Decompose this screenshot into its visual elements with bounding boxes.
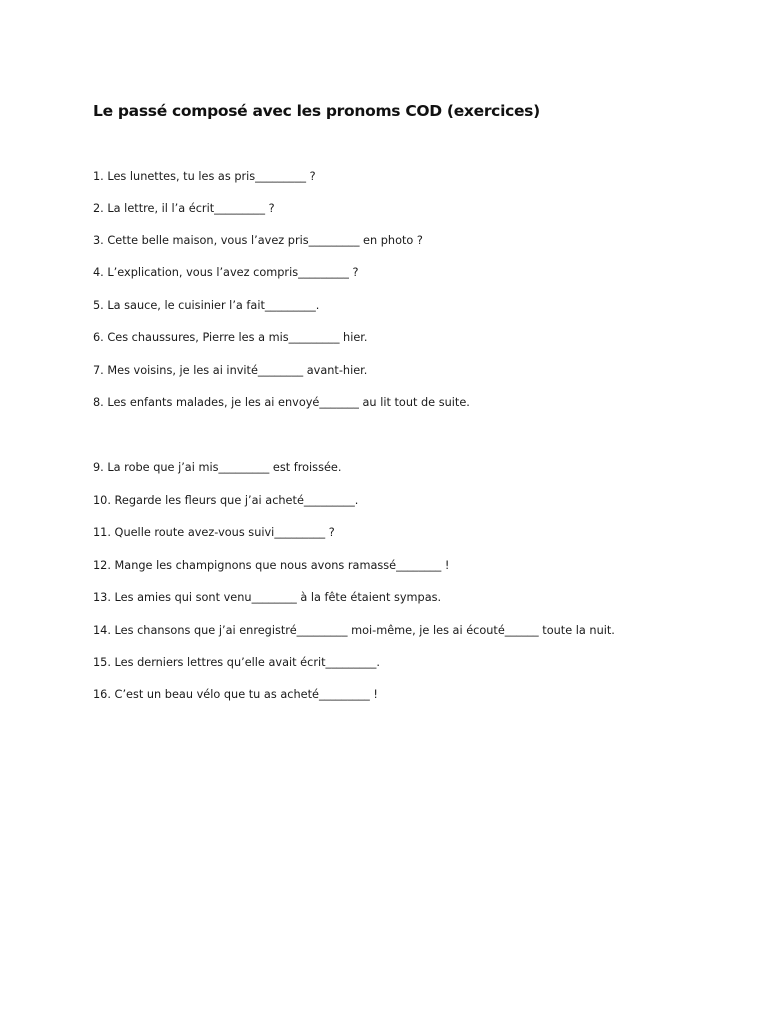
exercise-item-13: 13. Les amies qui sont venu________ à la fête étaient sympas. <box>93 591 442 604</box>
exercise-item-15: 15. Les derniers lettres qu’elle avait écrit_________. <box>93 656 380 669</box>
exercise-item-5: 5. La sauce, le cuisinier l’a fait_________. <box>93 299 320 312</box>
exercise-item-3: 3. Cette belle maison, vous l’avez pris_________ en photo ? <box>93 234 423 247</box>
exercise-item-1: 1. Les lunettes, tu les as pris_________ ? <box>93 170 316 183</box>
exercise-item-10: 10. Regarde les fleurs que j’ai acheté_________. <box>93 494 359 507</box>
exercise-item-8: 8. Les enfants malades, je les ai envoyé_______ au lit tout de suite. <box>93 396 470 409</box>
exercise-item-12: 12. Mange les champignons que nous avons ramassé________ ! <box>93 559 450 572</box>
exercise-item-14: 14. Les chansons que j’ai enregistré_________ moi-même, je les ai écouté______ toute la nuit. <box>93 624 615 637</box>
exercise-item-16: 16. C’est un beau vélo que tu as acheté_________ ! <box>93 688 378 701</box>
exercise-item-7: 7. Mes voisins, je les ai invité________ avant-hier. <box>93 364 368 377</box>
exercise-item-2: 2. La lettre, il l’a écrit_________ ? <box>93 202 275 215</box>
exercise-item-9: 9. La robe que j’ai mis_________ est froissée. <box>93 461 342 474</box>
exercise-item-6: 6. Ces chaussures, Pierre les a mis_________ hier. <box>93 331 368 344</box>
exercise-item-11: 11. Quelle route avez-vous suivi_________ ? <box>93 526 335 539</box>
page-title: Le passé composé avec les pronoms COD (exercices) <box>93 102 540 120</box>
exercise-item-4: 4. L’explication, vous l’avez compris_________ ? <box>93 266 359 279</box>
